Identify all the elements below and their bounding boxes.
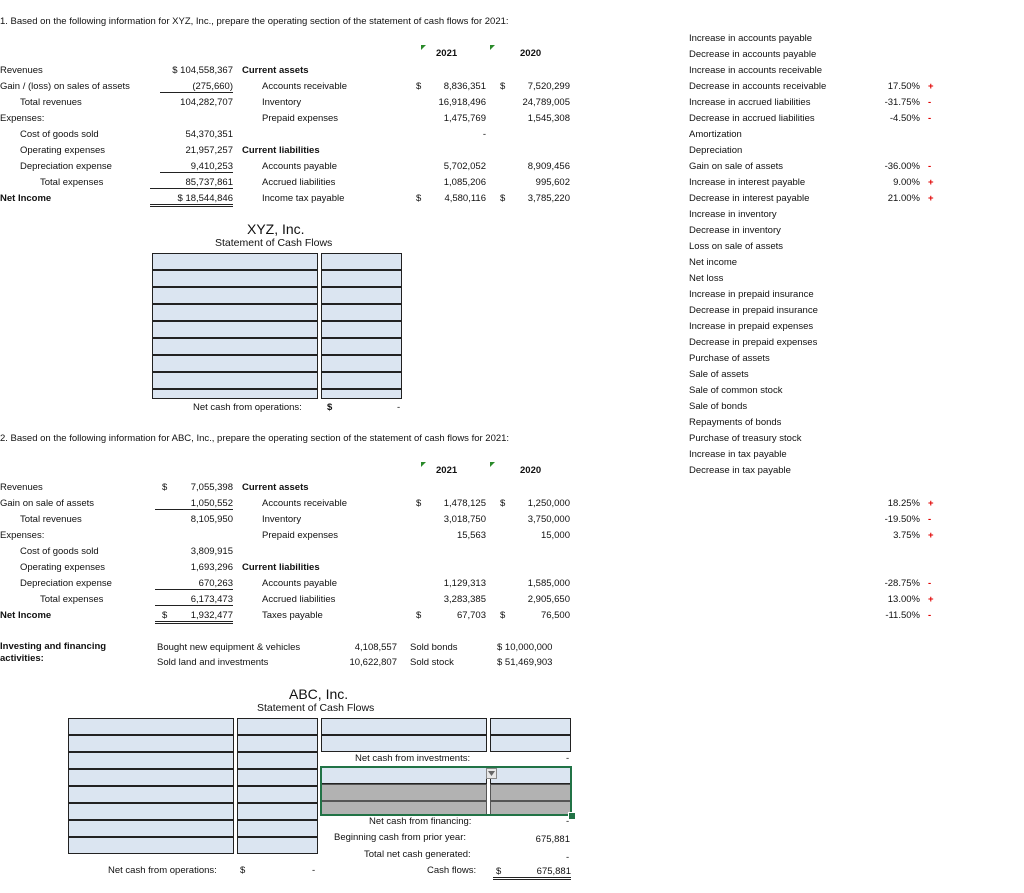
q1-company-title: XYZ, Inc.	[247, 221, 305, 237]
q2-total-exp-value: 6,173,473	[155, 594, 233, 606]
option-item: Decrease in interest payable	[689, 193, 810, 204]
dollar-sign: $	[500, 81, 506, 92]
q1-amount-cell[interactable]	[321, 287, 402, 304]
percent-sign: -	[928, 514, 932, 525]
q2-label-cell[interactable]	[68, 837, 234, 854]
q2-inventory-2021: 3,018,750	[443, 514, 486, 525]
percent-value: 18.25%	[887, 498, 920, 509]
q2-label-cell[interactable]	[68, 752, 234, 769]
q2-amount-cell[interactable]	[237, 803, 318, 820]
q2-fin-item-label: Sold stock	[410, 657, 454, 668]
option-item: Depreciation	[689, 145, 743, 156]
q1-amount-cell[interactable]	[321, 253, 402, 270]
q1-revenues-label: Revenues	[0, 65, 43, 76]
q2-cogs-value: 3,809,915	[190, 546, 233, 557]
q1-ar-2021: 8,836,351	[443, 81, 486, 92]
q2-prepaid-2021: 15,563	[456, 530, 486, 541]
dollar-sign: $	[416, 81, 422, 92]
q1-accrued-2021: 1,085,206	[443, 177, 486, 188]
q2-total-net-label: Total net cash generated:	[364, 849, 471, 860]
q1-tax-2020: 3,785,220	[527, 193, 570, 204]
q1-amount-cell[interactable]	[321, 270, 402, 287]
q2-ap-2021: 1,129,313	[443, 578, 486, 589]
q2-inv-fin-label-2: activities:	[0, 653, 44, 664]
percent-sign: +	[928, 177, 934, 188]
percent-value: -11.50%	[885, 610, 920, 621]
q1-inventory-2021: 16,918,496	[438, 97, 486, 108]
q2-label-cell[interactable]	[68, 820, 234, 837]
option-item: Net loss	[689, 273, 724, 284]
q1-cogs-value: 54,370,351	[185, 129, 233, 140]
q1-gain-label: Gain / (loss) on sales of assets	[0, 81, 130, 92]
q2-net-income-value: 1,932,477	[190, 610, 233, 621]
dollar-sign: $	[416, 498, 422, 509]
percent-value: -28.75%	[884, 578, 920, 589]
q2-label-cell[interactable]	[68, 786, 234, 803]
q1-label-cell[interactable]	[152, 355, 318, 372]
q2-cogs-label: Cost of goods sold	[20, 546, 99, 557]
option-item: Increase in accrued liabilities	[689, 97, 811, 108]
percent-sign: +	[928, 530, 934, 541]
q2-net-cash-inv-value: -	[566, 753, 570, 764]
q2-net-cash-ops-label: Net cash from operations:	[108, 865, 217, 876]
q1-total-exp-value: 85,737,861	[150, 177, 233, 189]
option-item: Increase in prepaid expenses	[689, 321, 814, 332]
q2-inv-label-cell[interactable]	[321, 718, 487, 735]
q2-ar-2020: 1,250,000	[527, 498, 570, 509]
option-item: Increase in interest payable	[689, 177, 806, 188]
dollar-sign: $	[416, 193, 422, 204]
q2-inv-item-value: 10,622,807	[349, 657, 397, 668]
comment-marker	[421, 462, 426, 467]
dollar-sign: $	[162, 482, 168, 493]
q2-accrued-label: Accrued liabilities	[262, 594, 336, 605]
q1-label-cell[interactable]	[152, 270, 318, 287]
q2-label-cell[interactable]	[68, 769, 234, 786]
q2-total-net-value: -	[566, 852, 570, 863]
q2-inv-fin-label-1: Investing and financing	[0, 641, 107, 652]
option-item: Net income	[689, 257, 738, 268]
q1-net-cash-ops-label: Net cash from operations:	[193, 402, 302, 413]
q2-ar-label: Accounts receivable	[262, 498, 348, 509]
q1-amount-cell[interactable]	[321, 338, 402, 355]
q1-ar-2020: 7,520,299	[527, 81, 570, 92]
q1-tax-label: Income tax payable	[262, 193, 345, 204]
q1-amount-cell[interactable]	[321, 321, 402, 338]
q1-inventory-2020: 24,789,005	[522, 97, 570, 108]
q1-opex-label: Operating expenses	[20, 145, 106, 156]
q1-amount-cell[interactable]	[321, 372, 402, 389]
q2-net-cash-inv-label: Net cash from investments:	[355, 753, 471, 764]
q1-net-income-label: Net Income	[0, 193, 52, 204]
q2-label-cell[interactable]	[68, 735, 234, 752]
q2-fin-item-value: $ 51,469,903	[497, 657, 553, 668]
q2-statement-title: Statement of Cash Flows	[257, 702, 375, 714]
q1-year-2021: 2021	[436, 48, 458, 59]
percent-value: 21.00%	[887, 193, 920, 204]
q2-gain-value: 1,050,552	[155, 498, 233, 510]
q1-label-cell[interactable]	[152, 321, 318, 338]
option-item: Purchase of assets	[689, 353, 770, 364]
q1-net-income-value: $ 18,544,846	[150, 193, 233, 207]
q2-net-income-row	[155, 610, 233, 624]
q1-amount-cell[interactable]	[321, 304, 402, 321]
q1-current-assets-header: Current assets	[242, 65, 309, 76]
q1-accrued-2020: 995,602	[535, 177, 570, 188]
comment-marker	[421, 45, 426, 50]
q2-prompt: 2. Based on the following information for ABC, Inc., prepare the operating section of the statement of cash flows for 2021:	[0, 433, 510, 444]
selection-border	[320, 766, 572, 816]
q2-tax-2021: 67,703	[456, 610, 486, 621]
q2-company-title: ABC, Inc.	[289, 686, 349, 702]
q1-total-revenues-label: Total revenues	[20, 97, 82, 108]
q1-prepaid-2021: 1,475,769	[443, 113, 486, 124]
q1-opex-value: 21,957,257	[185, 145, 233, 156]
dollar-sign: $	[500, 193, 506, 204]
q1-label-cell[interactable]	[152, 253, 318, 270]
q1-inventory-label: Inventory	[262, 97, 302, 108]
percent-sign: -	[928, 161, 932, 172]
q1-year-2020: 2020	[520, 48, 542, 59]
q2-gain-label: Gain on sale of assets	[0, 498, 94, 509]
q2-inv-label-cell[interactable]	[321, 735, 487, 752]
q2-label-cell[interactable]	[68, 718, 234, 735]
option-item: Sale of bonds	[689, 401, 748, 412]
q1-ap-2020: 8,909,456	[527, 161, 570, 172]
q2-year-2021: 2021	[436, 465, 458, 476]
q2-amount-cell[interactable]	[237, 769, 318, 786]
q1-revenues-value: $ 104,558,367	[172, 65, 233, 76]
q2-total-revenues-value: 8,105,950	[190, 514, 233, 525]
q2-cash-flows-row	[493, 866, 571, 880]
q1-ap-label: Accounts payable	[262, 161, 337, 172]
percent-value: -36.00%	[884, 161, 920, 172]
comment-marker	[490, 462, 495, 467]
dollar-sign: $	[162, 610, 168, 621]
q1-current-liabilities-header: Current liabilities	[242, 145, 320, 156]
q2-inv-item-label: Bought new equipment & vehicles	[157, 642, 301, 653]
option-item: Increase in accounts payable	[689, 33, 813, 44]
dollar-sign: $	[500, 610, 506, 621]
option-item: Increase in prepaid insurance	[689, 289, 814, 300]
q2-ar-2021: 1,478,125	[443, 498, 486, 509]
q1-cogs-label: Cost of goods sold	[20, 129, 99, 140]
q2-amount-cell[interactable]	[237, 752, 318, 769]
q2-expenses-label: Expenses:	[0, 530, 45, 541]
percent-sign: +	[928, 594, 934, 605]
option-item: Amortization	[689, 129, 742, 140]
option-item: Decrease in prepaid expenses	[689, 337, 818, 348]
q1-amount-cell[interactable]	[321, 355, 402, 372]
q2-tax-2020: 76,500	[540, 610, 570, 621]
percent-sign: +	[928, 193, 934, 204]
q2-opex-value: 1,693,296	[190, 562, 233, 573]
q1-statement-title: Statement of Cash Flows	[215, 237, 333, 249]
option-item: Increase in accounts receivable	[689, 65, 823, 76]
q1-blank-dash: -	[482, 129, 486, 140]
q2-amount-cell[interactable]	[237, 820, 318, 837]
q1-total-exp-label: Total expenses	[40, 177, 104, 188]
q1-tax-2021: 4,580,116	[444, 193, 486, 204]
q1-ar-label: Accounts receivable	[262, 81, 348, 92]
q1-prepaid-2020: 1,545,308	[527, 113, 570, 124]
q2-inventory-label: Inventory	[262, 514, 302, 525]
percent-sign: -	[928, 97, 932, 108]
q2-accrued-2021: 3,283,385	[443, 594, 486, 605]
q2-label-cell[interactable]	[68, 803, 234, 820]
q2-cash-flows-label: Cash flows:	[427, 865, 477, 876]
q2-revenues-label: Revenues	[0, 482, 43, 493]
option-item: Increase in tax payable	[689, 449, 787, 460]
q2-depr-value: 670,263	[155, 578, 233, 590]
q1-accrued-label: Accrued liabilities	[262, 177, 336, 188]
q2-current-liabilities-header: Current liabilities	[242, 562, 320, 573]
percent-value: 3.75%	[893, 530, 920, 541]
option-item: Repayments of bonds	[689, 417, 782, 428]
percent-sign: -	[928, 610, 932, 621]
q2-amount-cell[interactable]	[237, 837, 318, 854]
q2-inventory-2020: 3,750,000	[527, 514, 570, 525]
q1-label-cell[interactable]	[152, 287, 318, 304]
option-item: Loss on sale of assets	[689, 241, 783, 252]
q1-depr-label: Depreciation expense	[20, 161, 112, 172]
q1-total-revenues-value: 104,282,707	[180, 97, 233, 108]
dollar-sign: $	[416, 610, 422, 621]
option-item: Sale of assets	[689, 369, 749, 380]
option-item: Decrease in accounts payable	[689, 49, 817, 60]
q1-label-cell[interactable]	[152, 372, 318, 389]
q1-prepaid-label: Prepaid expenses	[262, 113, 339, 124]
q1-prompt: 1. Based on the following information for XYZ, Inc., prepare the operating section of the statement of cash flows for 2021:	[0, 16, 509, 27]
option-item: Decrease in inventory	[689, 225, 781, 236]
q2-prepaid-label: Prepaid expenses	[262, 530, 339, 541]
q2-ap-label: Accounts payable	[262, 578, 337, 589]
option-item: Purchase of treasury stock	[689, 433, 802, 444]
option-item: Increase in inventory	[689, 209, 777, 220]
q1-net-cash-ops-value: -	[397, 402, 401, 413]
q2-beginning-cash-value: 675,881	[535, 834, 570, 845]
percent-sign: -	[928, 113, 932, 124]
q2-inv-item-label: Sold land and investments	[157, 657, 269, 668]
q1-gain-value: (275,660)	[160, 81, 233, 93]
q2-net-cash-fin-value: -	[566, 816, 570, 827]
q2-year-2020: 2020	[520, 465, 542, 476]
q2-cash-flows-value: 675,881	[536, 866, 571, 877]
q1-amount-cell[interactable]	[321, 389, 402, 399]
q2-fin-item-value: $ 10,000,000	[497, 642, 553, 653]
percent-value: -19.50%	[884, 514, 920, 525]
q2-net-cash-ops-value: -	[312, 865, 316, 876]
percent-value: 13.00%	[887, 594, 920, 605]
q1-label-cell[interactable]	[152, 389, 318, 399]
percent-sign: +	[928, 81, 934, 92]
q2-current-assets-header: Current assets	[242, 482, 309, 493]
q2-net-cash-fin-label: Net cash from financing:	[369, 816, 472, 827]
option-item: Decrease in accrued liabilities	[689, 113, 815, 124]
q2-inv-amount-cell[interactable]	[490, 735, 571, 752]
q2-beginning-cash-label: Beginning cash from prior year:	[334, 832, 467, 843]
q1-label-cell[interactable]	[152, 338, 318, 355]
q2-opex-label: Operating expenses	[20, 562, 106, 573]
percent-sign: +	[928, 498, 934, 509]
q2-depr-label: Depreciation expense	[20, 578, 112, 589]
q2-amount-cell[interactable]	[237, 735, 318, 752]
percent-value: 9.00%	[893, 177, 920, 188]
q1-net-cash-ops-dollar: $	[327, 402, 333, 413]
q1-depr-value: 9,410,253	[160, 161, 233, 173]
dollar-sign: $	[500, 498, 506, 509]
q2-net-cash-ops-dollar: $	[240, 865, 246, 876]
q1-label-cell[interactable]	[152, 304, 318, 321]
comment-marker	[490, 45, 495, 50]
percent-value: 17.50%	[887, 81, 920, 92]
q2-amount-cell[interactable]	[237, 786, 318, 803]
q2-accrued-2020: 2,905,650	[527, 594, 570, 605]
option-item: Decrease in accounts receivable	[689, 81, 827, 92]
chevron-down-icon	[487, 769, 496, 778]
q2-total-exp-label: Total expenses	[40, 594, 104, 605]
q2-tax-label: Taxes payable	[262, 610, 323, 621]
option-item: Gain on sale of assets	[689, 161, 783, 172]
q1-expenses-label: Expenses:	[0, 113, 45, 124]
percent-value: -31.75%	[884, 97, 920, 108]
option-item: Decrease in tax payable	[689, 465, 791, 476]
q2-net-income-label: Net Income	[0, 610, 52, 621]
q2-inv-amount-cell[interactable]	[490, 718, 571, 735]
option-item: Sale of common stock	[689, 385, 783, 396]
q2-prepaid-2020: 15,000	[540, 530, 570, 541]
q2-inv-item-value: 4,108,557	[354, 642, 397, 653]
q2-revenues-value: 7,055,398	[190, 482, 233, 493]
fill-handle[interactable]	[568, 812, 576, 820]
q2-amount-cell[interactable]	[237, 718, 318, 735]
option-item: Decrease in prepaid insurance	[689, 305, 818, 316]
percent-value: -4.50%	[889, 113, 920, 124]
dropdown-button[interactable]	[486, 768, 497, 779]
q2-ap-2020: 1,585,000	[527, 578, 570, 589]
percent-sign: -	[928, 578, 932, 589]
dollar-sign: $	[496, 866, 502, 877]
q1-ap-2021: 5,702,052	[443, 161, 486, 172]
q2-fin-item-label: Sold bonds	[410, 642, 458, 653]
q2-total-revenues-label: Total revenues	[20, 514, 82, 525]
